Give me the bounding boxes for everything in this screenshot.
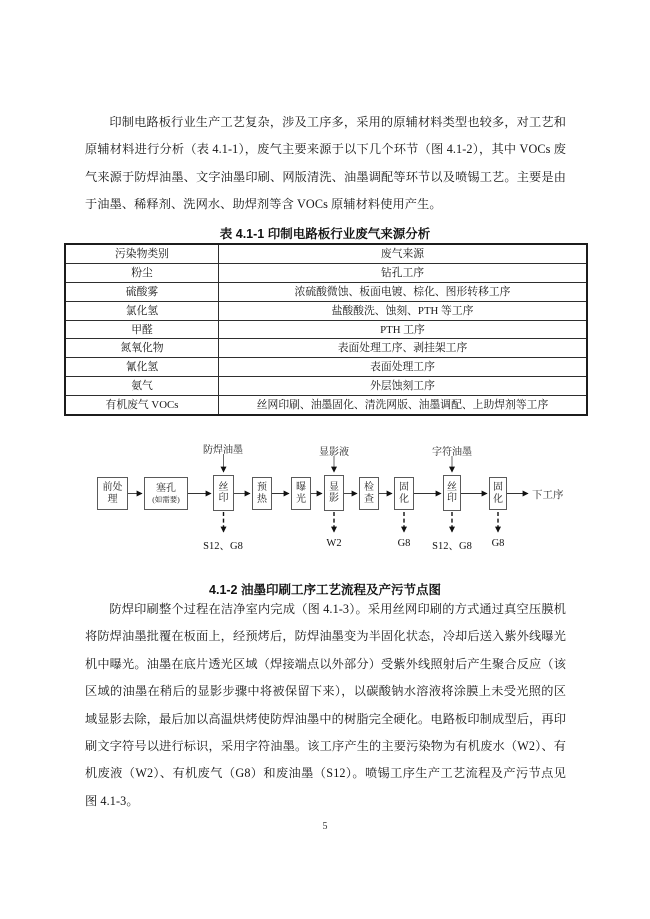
flow-box-develop bbox=[324, 475, 344, 511]
table-cell: 外层蚀刻工序 bbox=[219, 377, 588, 396]
table-row bbox=[65, 339, 587, 358]
input-label-solder-ink: 防焊油墨 bbox=[203, 445, 243, 456]
flow-box-label: 前处理 bbox=[102, 482, 123, 505]
flow-box-label: 丝印 bbox=[447, 481, 457, 504]
table-cell: 丝网印刷、油墨固化、清洗网版、油墨调配、上助焊剂等工序 bbox=[219, 396, 588, 415]
table-header-cell: 污染物类别 bbox=[65, 244, 219, 263]
flow-box-label: 预热 bbox=[257, 482, 267, 505]
output-label-w2: W2 bbox=[326, 538, 342, 549]
output-label-s12-g8-1: S12、G8 bbox=[203, 541, 243, 552]
table-cell: 氨气 bbox=[65, 377, 219, 396]
input-label-developer: 显影液 bbox=[319, 447, 349, 458]
flow-box-label: 固化 bbox=[493, 482, 503, 505]
output-label-s12-g8-2: S12、G8 bbox=[432, 541, 472, 552]
table-cell: 表面处理工序、剥挂架工序 bbox=[219, 339, 588, 358]
output-label-g8-2: G8 bbox=[491, 538, 505, 549]
waste-gas-source-table bbox=[64, 243, 588, 416]
table-cell: 表面处理工序 bbox=[219, 358, 588, 377]
table-title: 表 4.1-1 印制电路板行业废气来源分析 bbox=[219, 227, 431, 241]
table-cell: 粉尘 bbox=[65, 263, 219, 282]
table-cell: 钻孔工序 bbox=[219, 263, 588, 282]
paragraph-process-description: 防焊印刷整个过程在洁净室内完成（图 4.1-3）。采用丝网印刷的方式通过真空压膜机将防焊油墨批覆在板面上，经预烤后，防焊油墨变为半固化状态，冷却后送入紫外线曝光机中曝光。油墨在底片透光区域（焊接端点以外部分）受紫外线照射后产生聚合反应（该区域的油墨在稍后的显影步骤中将被保留下来），以碳酸钠水溶液将涂膜上未受光照的区域显影去除，最后加以高温烘烤使防焊油墨中的树脂完全硬化。电路板印制成型后，再印刷文字符号以进行标识，采用字符油墨。该工序产生的主要污染物为有机废水（W2）、有机废液（W2）、有机废气（G8）和废油墨（S12）。喷锡工序生产工艺流程及产污节点见图 4.1-3。 bbox=[85, 602, 566, 808]
output-label-g8-1: G8 bbox=[397, 538, 411, 549]
flow-box-cure-1 bbox=[394, 477, 414, 510]
flow-box-note: (如需要) bbox=[152, 494, 180, 504]
table-cell: 硫酸雾 bbox=[65, 282, 219, 301]
table-cell: 有机废气 VOCs bbox=[65, 396, 219, 415]
flow-box-preheat bbox=[252, 477, 272, 510]
flow-box-screen-print-1 bbox=[213, 475, 234, 511]
table-cell: PTH 工序 bbox=[219, 320, 588, 339]
flow-box-exposure bbox=[291, 477, 311, 510]
table-cell: 甲醛 bbox=[65, 320, 219, 339]
flow-box-pretreatment bbox=[97, 477, 128, 510]
flow-box-cure-2 bbox=[489, 477, 507, 510]
figure-caption: 4.1-2 油墨印刷工序工艺流程及产污节点图 bbox=[209, 583, 441, 597]
table-cell: 氰化氢 bbox=[65, 358, 219, 377]
table-cell: 盐酸酸洗、蚀刻、PTH 等工序 bbox=[219, 301, 588, 320]
flow-box-label: 丝印 bbox=[218, 481, 229, 504]
table-row bbox=[65, 301, 587, 320]
flow-box-label: 曝光 bbox=[296, 482, 306, 505]
table-row bbox=[65, 396, 587, 415]
paragraph-intro: 印制电路板行业生产工艺复杂，涉及工序多，采用的原辅材料类型也较多，对工艺和原辅材料进行分析（表 4.1-1），废气主要来源于以下几个环节（图 4.1-2），其中 VOCs 废气来源于防焊油墨、文字油墨印刷、网版清洗、油墨调配等环节以及喷锡工艺。主要是由于油墨、稀释剂、洗网水、助焊剂等含 VOCs 原辅材料使用产生。 bbox=[85, 115, 566, 212]
flow-box-label: 固化 bbox=[399, 482, 409, 505]
flow-box-screen-print-2 bbox=[443, 475, 461, 511]
process-flow-diagram bbox=[0, 437, 650, 562]
flow-box-label: 显影 bbox=[329, 481, 339, 504]
table-header-row bbox=[65, 244, 587, 263]
next-step-label: 下工序 bbox=[532, 490, 564, 501]
table-row bbox=[65, 320, 587, 339]
table-cell: 浓硫酸微蚀、板面电镀、棕化、图形转移工序 bbox=[219, 282, 588, 301]
table-header-cell: 废气来源 bbox=[219, 244, 588, 263]
table-row bbox=[65, 282, 587, 301]
table-row bbox=[65, 358, 587, 377]
table-row bbox=[65, 263, 587, 282]
flow-box-inspect bbox=[359, 477, 379, 510]
page-number: 5 bbox=[322, 821, 328, 832]
input-label-character-ink: 字符油墨 bbox=[432, 447, 472, 458]
table-cell: 氯化氢 bbox=[65, 301, 219, 320]
table-cell: 氮氧化物 bbox=[65, 339, 219, 358]
flow-box-label: 塞孔 bbox=[156, 483, 176, 495]
table-row bbox=[65, 377, 587, 396]
flow-box-label: 检查 bbox=[364, 482, 374, 505]
flow-box-plug-hole bbox=[144, 477, 188, 510]
